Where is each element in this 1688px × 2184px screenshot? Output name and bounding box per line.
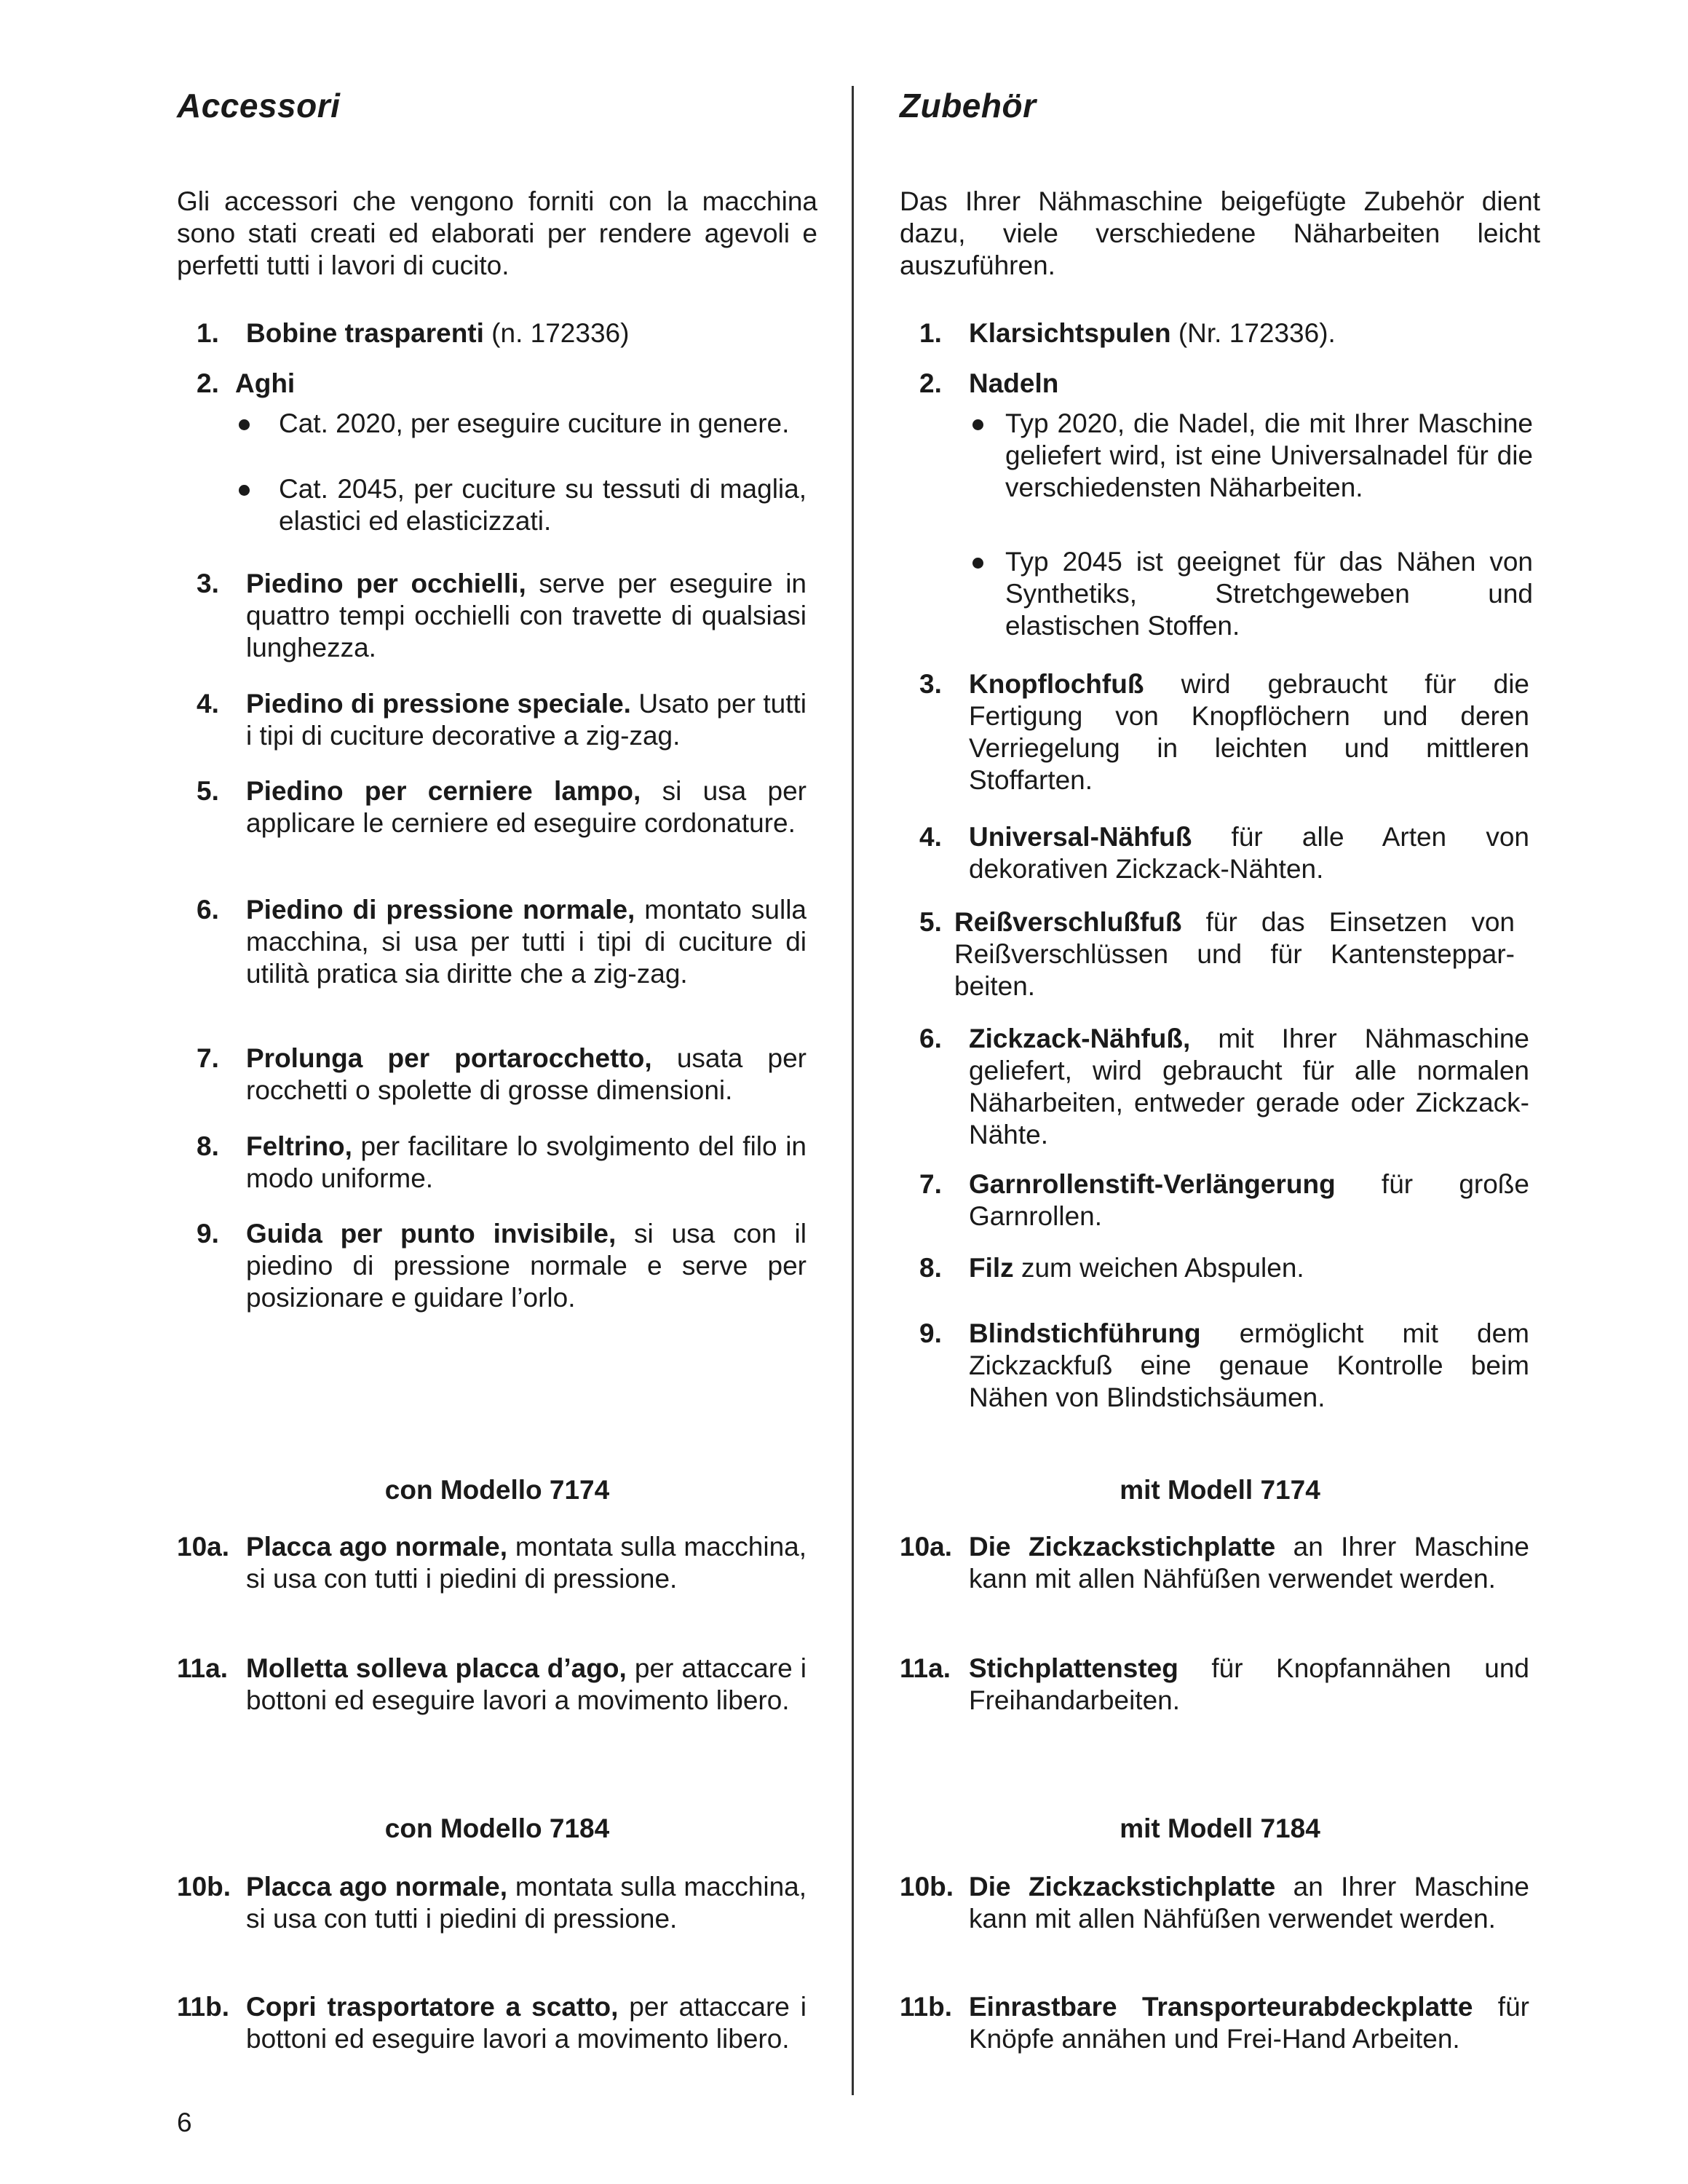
item-title: Reißverschlußfuß [954,907,1182,937]
german-column [900,0,1540,2184]
item-title: Knopflochfuß [969,669,1144,699]
item-text: mit Ihrer Nähmaschine geliefert, wird gebraucht für alle normalen Näharbeiten, entweder gerade oder Zickzack-Nähte. [969,1024,1529,1150]
item-title: Die Zickzackstichplatte [969,1872,1276,1902]
item-title: Placca ago normale, [246,1872,507,1902]
section-title-it: Accessori [177,87,341,124]
model-heading: con Modello 7184 [384,1813,610,1843]
italian-column [177,0,817,2184]
model-heading: mit Modell 7174 [1120,1475,1320,1505]
item-number: 5. [919,907,942,937]
item-number: 11a. [177,1653,228,1683]
item-title: Molletta solleva placca d’ago, [246,1653,627,1683]
item-number: 2. [919,368,942,398]
item-text: per facilitare lo svolgimento del filo in modo uniforme. [246,1131,807,1193]
bullet-icon [972,419,983,430]
item-number: 8. [197,1131,219,1161]
item-title: Feltrino, [246,1131,352,1161]
item-text: Usato per tutti i tipi di cuciture decorative a zig-zag. [246,689,807,751]
item-number: 2. [197,368,219,398]
item-number: 10a. [177,1532,230,1562]
item-number: 4. [919,822,942,852]
item-title: Universal-Nähfuß [969,822,1192,852]
item-text: usata per rocchetti o spolette di grosse dimensioni. [246,1043,807,1105]
needle-line: Typ 2020, die Nadel, die mit Ihrer Maschine geliefert wird, ist eine Universalnadel für die verschiedensten Näharbeiten. [1005,408,1533,502]
item-number: 1. [197,318,219,348]
item-text: an Ihrer Maschine kann mit allen Nähfüßen verwendet werden. [969,1872,1529,1934]
bullet-icon [239,419,250,430]
item-number: 9. [919,1318,942,1348]
item-title: Piedino di pressione speciale. [246,689,631,719]
item-text: ermöglicht mit dem Zickzackfuß eine genaue Kontrolle beim Nähen von Blindstichsäumen. [969,1318,1529,1412]
needle-line: Cat. 2045, per cuciture su tessuti di maglia, elastici ed elasticizzati. [279,474,807,536]
item-number: 6. [197,895,219,925]
column-divider [852,86,854,2095]
item-title: Piedino per occhielli, [246,569,526,598]
needle-line: Typ 2045 ist geeignet für das Nähen von Synthetiks, Stretchgeweben und elastischen Stoffen. [1005,547,1533,641]
item-number: 8. [919,1253,942,1283]
item-number: 5. [197,776,219,806]
item-number: 6. [919,1024,942,1053]
item-title: Stichplattensteg [969,1653,1178,1683]
item-number: 11b. [177,1992,229,2022]
item-text: zum weichen Abspulen. [1013,1253,1304,1283]
item-title: Piedino per cerniere lampo, [246,776,641,806]
item-number: 3. [197,569,219,598]
item-number: 10a. [900,1532,953,1562]
item-number: 4. [197,689,219,719]
item-title: Die Zickzackstichplatte [969,1532,1276,1562]
item-title: Copri trasportatore a scatto, [246,1992,619,2022]
item-number: 9. [197,1219,219,1249]
item-text: si usa con il piedino di pressione normale e serve per posizionare e guidare l’orlo. [246,1219,807,1313]
item-text: serve per eseguire in quattro tempi occhielli con travette di qualsiasi lunghezza. [246,569,807,662]
item-title: Guida per punto invisibile, [246,1219,617,1249]
item-text: für das Einsetzen von Reißverschlüssen und für Kantenstepparbeiten. [954,907,1515,1001]
item-title: Blindstichführung [969,1318,1201,1348]
intro-de: Das Ihrer Nähmaschine beigefügte Zubehör dient dazu, viele verschiedene Näharbeiten leicht auszuführen. [900,186,1540,280]
item-text: für Knopfannähen und Freihandarbeiten. [969,1653,1529,1715]
item-number: 3. [919,669,942,699]
item-text: per attaccare i bottoni ed eseguire lavori a movimento libero. [246,1992,807,2054]
page-number: 6 [177,2108,192,2137]
item-text: montata sulla macchina, si usa con tutti i piedini di pressione. [246,1872,807,1934]
item-text: (Nr. 172336). [1170,318,1336,348]
item-number: 1. [919,318,942,348]
bullet-icon [239,485,250,496]
section-title-de: Zubehör [900,87,1037,124]
bullet-icon [972,558,983,569]
needle-line: Cat. 2020, per eseguire cuciture in genere. [279,408,790,438]
item-title: Piedino di pressione normale, [246,895,635,925]
item-text: montato sulla macchina, si usa per tutti i tipi di cuciture di utilità pratica sia diritte che a zig-zag. [246,895,807,989]
item-number: 7. [919,1169,942,1199]
item-number: 10b. [900,1872,954,1902]
item-title: Bobine trasparenti [246,318,484,348]
item-number: 11a. [900,1653,951,1683]
item-text: si usa per applicare le cerniere ed eseguire cordonature. [246,776,807,838]
item-title: Filz [969,1253,1014,1283]
intro-it: Gli accessori che vengono forniti con la macchina sono stati creati ed elaborati per rendere agevoli e perfetti tutti i lavori di cucito. [177,186,817,280]
item-text: per attaccare i bottoni ed eseguire lavori a movimento libero. [246,1653,807,1715]
item-title: Garnrollenstift-Verlängerung [969,1169,1336,1199]
item-text: für Knöpfe annähen und Frei-Hand Arbeiten. [969,1992,1529,2054]
item-title: Klarsichtspulen [969,318,1171,348]
item-text: wird gebraucht für die Fertigung von Knopflöchern und deren Verriegelung in leichten und mittleren Stoffarten. [969,669,1529,795]
item-number: 10b. [177,1872,231,1902]
item-text: montata sulla macchina, si usa con tutti i piedini di pressione. [246,1532,807,1594]
item-title: Einrastbare Transporteurabdeckplatte [969,1992,1473,2022]
item-title: Aghi [235,368,296,398]
item-text: (n. 172336) [483,318,630,348]
item-text: für alle Arten von dekorativen Zickzack-Nähten. [969,822,1529,884]
model-heading: mit Modell 7184 [1120,1813,1320,1843]
item-number: 11b. [900,1992,952,2022]
item-text: für große Garnrollen. [969,1169,1529,1231]
item-text: an Ihrer Maschine kann mit allen Nähfüßen verwendet werden. [969,1532,1529,1594]
item-title: Placca ago normale, [246,1532,507,1562]
item-title: Nadeln [969,368,1059,398]
item-number: 7. [197,1043,219,1073]
item-title: Prolunga per portarocchetto, [246,1043,652,1073]
item-title: Zickzack-Nähfuß, [969,1024,1191,1053]
model-heading: con Modello 7174 [384,1475,610,1505]
